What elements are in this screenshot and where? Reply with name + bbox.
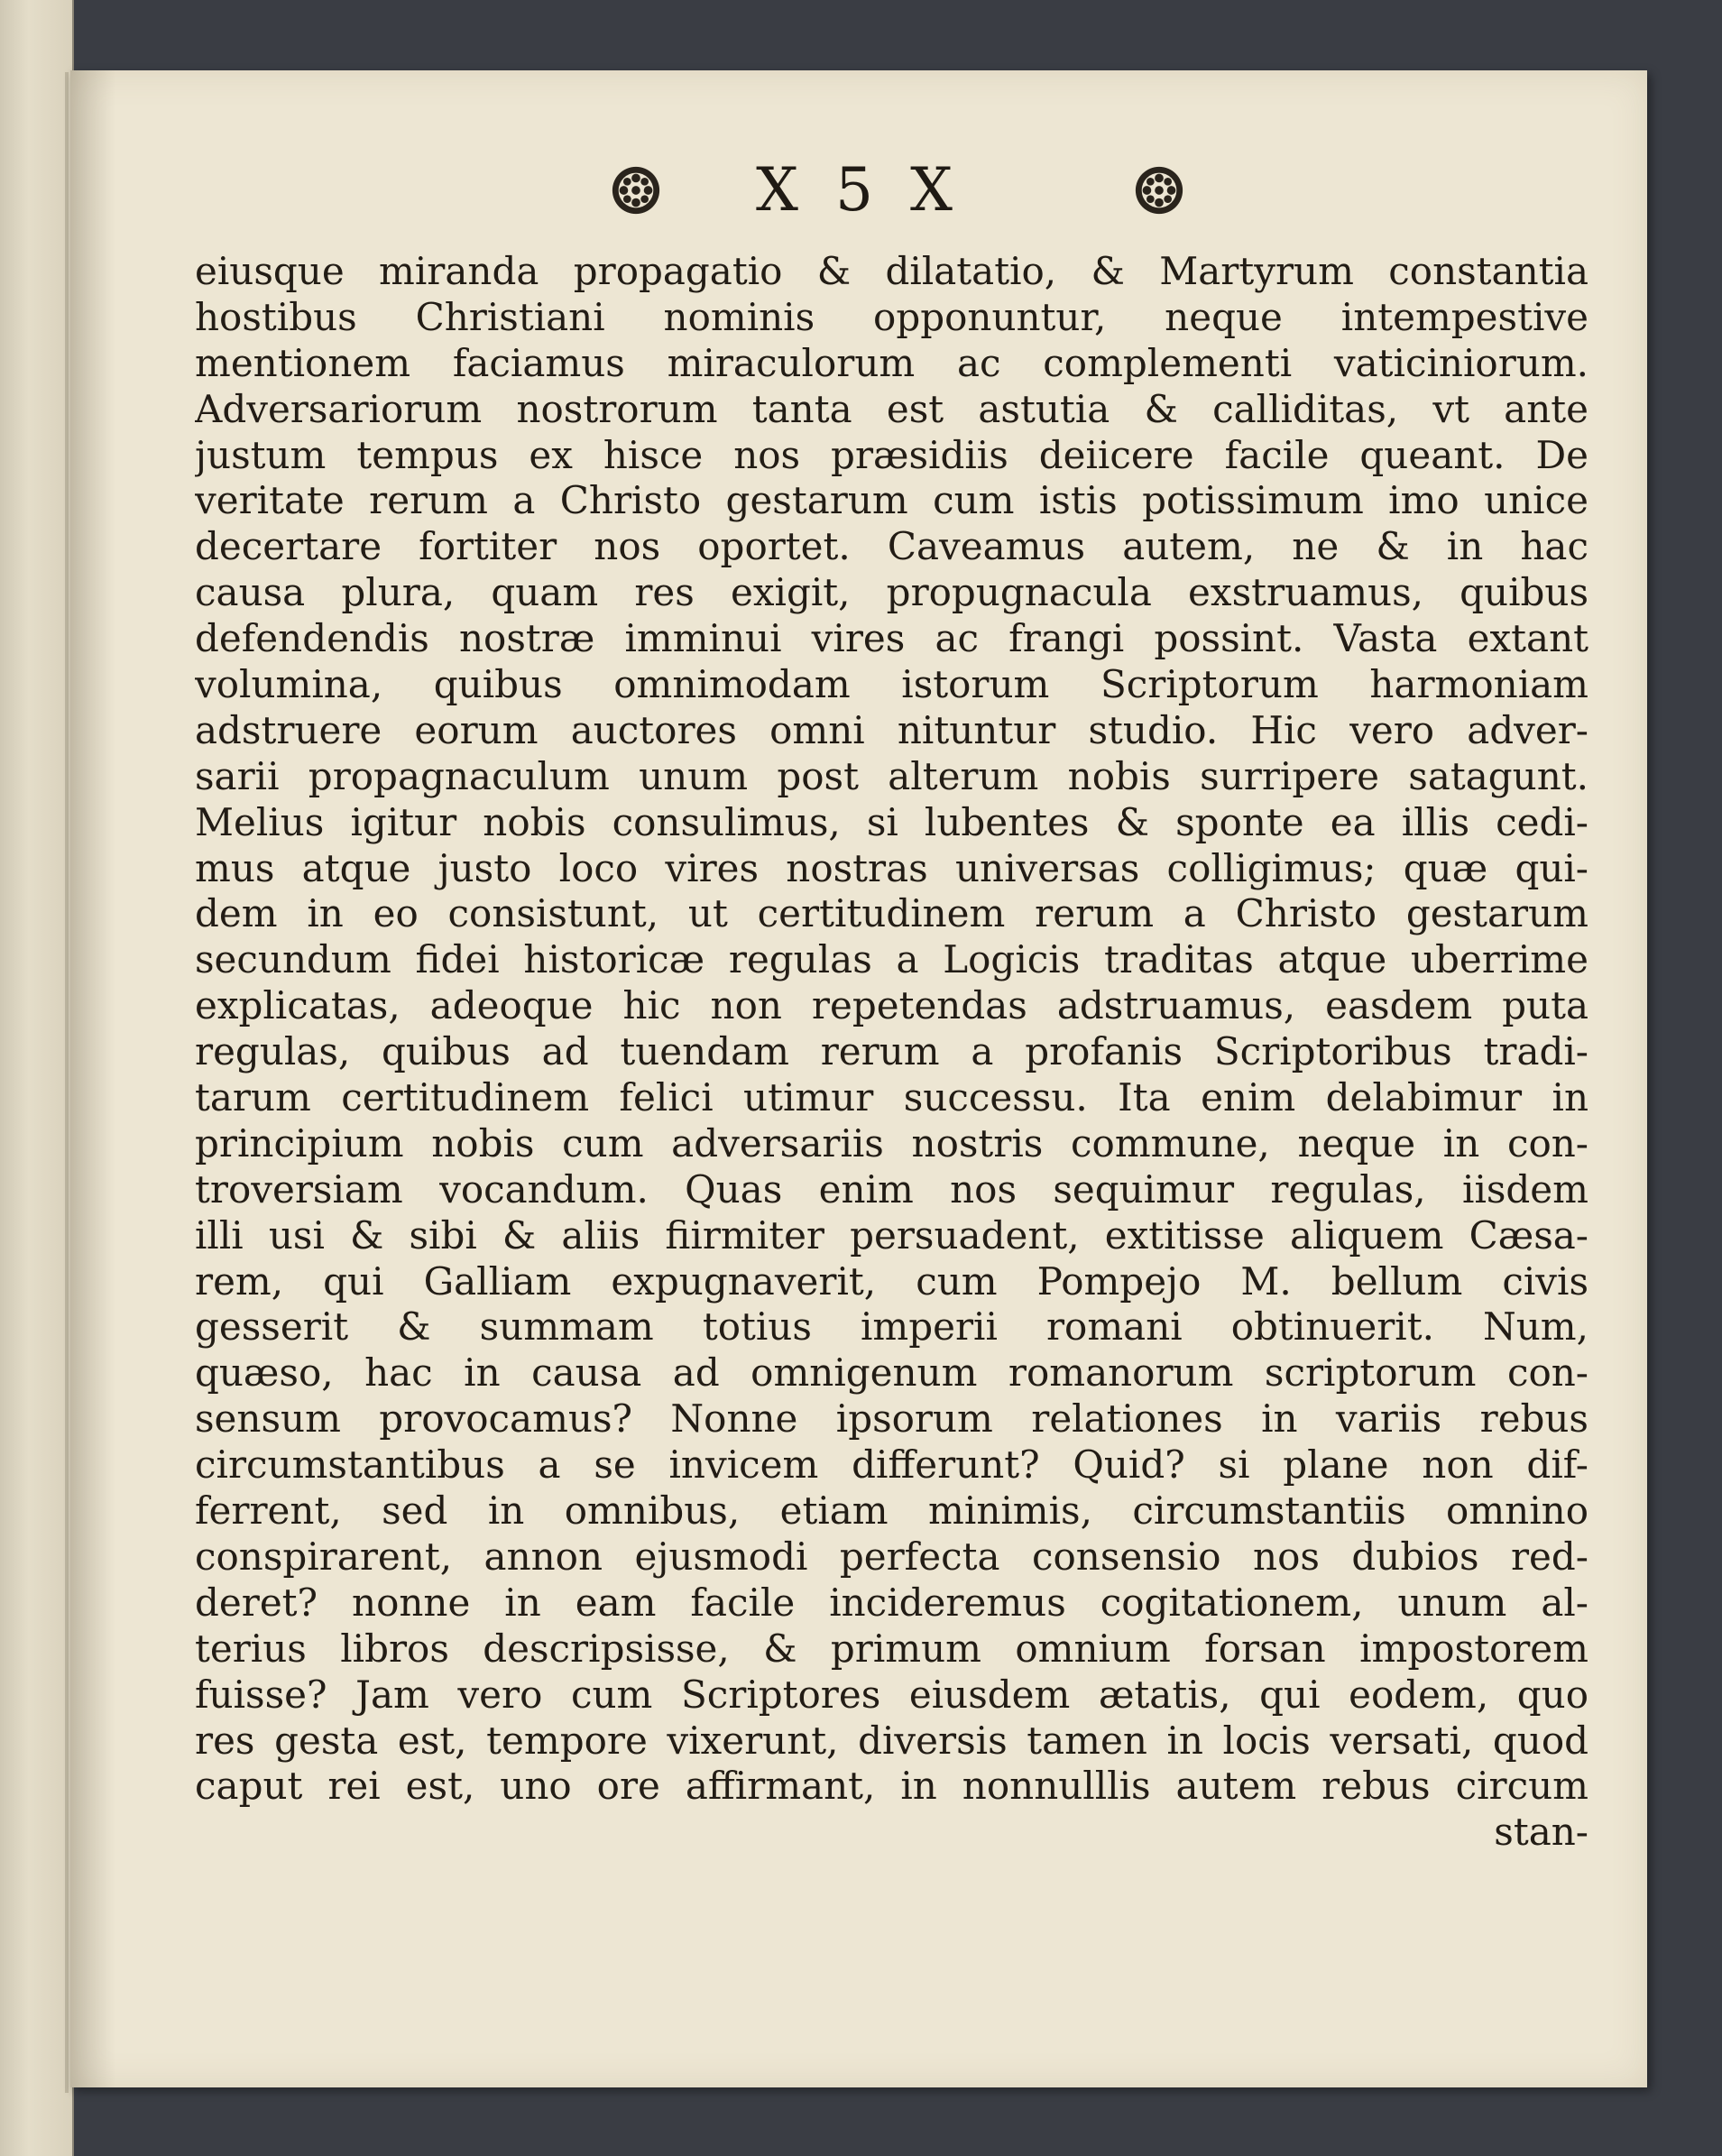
text-line: rem, qui Galliam expugnaverit, cum Pompejo M. bellum civis bbox=[195, 1258, 1588, 1304]
facing-page-edge bbox=[0, 0, 74, 2156]
body-text bbox=[195, 249, 1588, 1856]
text-line: res gesta est, tempore vixerunt, diversis tamen in locis versati, quod bbox=[195, 1718, 1588, 1763]
text-line: defendendis nostræ imminui vires ac frangi possint. Vasta extant bbox=[195, 616, 1588, 661]
text-line: circumstantibus a se invicem differunt? Quid? si plane non dif- bbox=[195, 1442, 1588, 1488]
text-line: sarii propagnaculum unum post alterum nobis surripere satagunt. bbox=[195, 753, 1588, 798]
page-number: X 5 X bbox=[756, 155, 962, 225]
text-line: conspirarent, annon ejusmodi perfecta consensio nos dubios red- bbox=[195, 1534, 1588, 1579]
text-line: hostibus Christiani nominis opponuntur, neque intempestive bbox=[195, 294, 1588, 339]
text-line: veritate rerum a Christo gestarum cum istis potissimum imo unice bbox=[195, 478, 1588, 523]
text-line: Melius igitur nobis consulimus, si lubentes & sponte ea illis cedi- bbox=[195, 799, 1588, 844]
book-page bbox=[70, 70, 1647, 2087]
text-line: fuisse? Jam vero cum Scriptores eiusdem ætatis, qui eodem, quo bbox=[195, 1672, 1588, 1717]
text-line: mus atque justo loco vires nostras universas colligimus; quæ qui- bbox=[195, 845, 1588, 890]
text-line: principium nobis cum adversariis nostris commune, neque in con- bbox=[195, 1120, 1588, 1166]
text-line: terius libros descripsisse, & primum omnium forsan impostorem bbox=[195, 1626, 1588, 1671]
rosette-ornament-icon bbox=[1133, 164, 1185, 217]
catchword: stan- bbox=[1494, 1810, 1588, 1855]
text-line: regulas, quibus ad tuendam rerum a profanis Scriptoribus tradi- bbox=[195, 1029, 1588, 1074]
text-line: tarum certitudinem felici utimur successu. Ita enim delabimur in bbox=[195, 1075, 1588, 1120]
text-line: quæso, hac in causa ad omnigenum romanorum scriptorum con- bbox=[195, 1350, 1588, 1396]
text-line: explicatas, adeoque hic non repetendas adstruamus, easdem puta bbox=[195, 983, 1588, 1028]
text-line: gesserit & summam totius imperii romani obtinuerit. Num, bbox=[195, 1304, 1588, 1350]
text-line: justum tempus ex hisce nos præsidiis deiicere facile queant. De bbox=[195, 432, 1588, 477]
text-line: caput rei est, uno ore affirmant, in nonnulllis autem rebus circum bbox=[195, 1764, 1588, 1809]
text-line: Adversariorum nostrorum tanta est astutia & calliditas, vt ante bbox=[195, 386, 1588, 431]
page-edge-shadow bbox=[65, 72, 69, 2093]
text-line: decertare fortiter nos oportet. Caveamus autem, ne & in hac bbox=[195, 524, 1588, 569]
gutter-shadow bbox=[70, 70, 115, 2087]
text-line: troversiam vocandum. Quas enim nos sequimur regulas, iisdem bbox=[195, 1166, 1588, 1212]
text-line: sensum provocamus? Nonne ipsorum relationes in variis rebus bbox=[195, 1396, 1588, 1442]
text-line: causa plura, quam res exigit, propugnacula exstruamus, quibus bbox=[195, 570, 1588, 615]
text-line: volumina, quibus omnimodam istorum Scriptorum harmoniam bbox=[195, 662, 1588, 707]
text-line: adstruere eorum auctores omni nituntur studio. Hic vero adver- bbox=[195, 707, 1588, 752]
text-line: secundum fidei historicæ regulas a Logicis traditas atque uberrime bbox=[195, 937, 1588, 982]
text-line: illi usi & sibi & aliis fiirmiter persuadent, extitisse aliquem Cæsa- bbox=[195, 1212, 1588, 1258]
text-line: eiusque miranda propagatio & dilatatio, & Martyrum constantia bbox=[195, 249, 1588, 293]
text-line: dem in eo consistunt, ut certitudinem rerum a Christo gestarum bbox=[195, 891, 1588, 936]
text-line: ferrent, sed in omnibus, etiam minimis, circumstantiis omnino bbox=[195, 1488, 1588, 1534]
text-line: mentionem faciamus miraculorum ac complementi vaticiniorum. bbox=[195, 340, 1588, 385]
text-line: deret? nonne in eam facile incideremus cogitationem, unum al- bbox=[195, 1580, 1588, 1625]
page-header bbox=[70, 150, 1647, 249]
